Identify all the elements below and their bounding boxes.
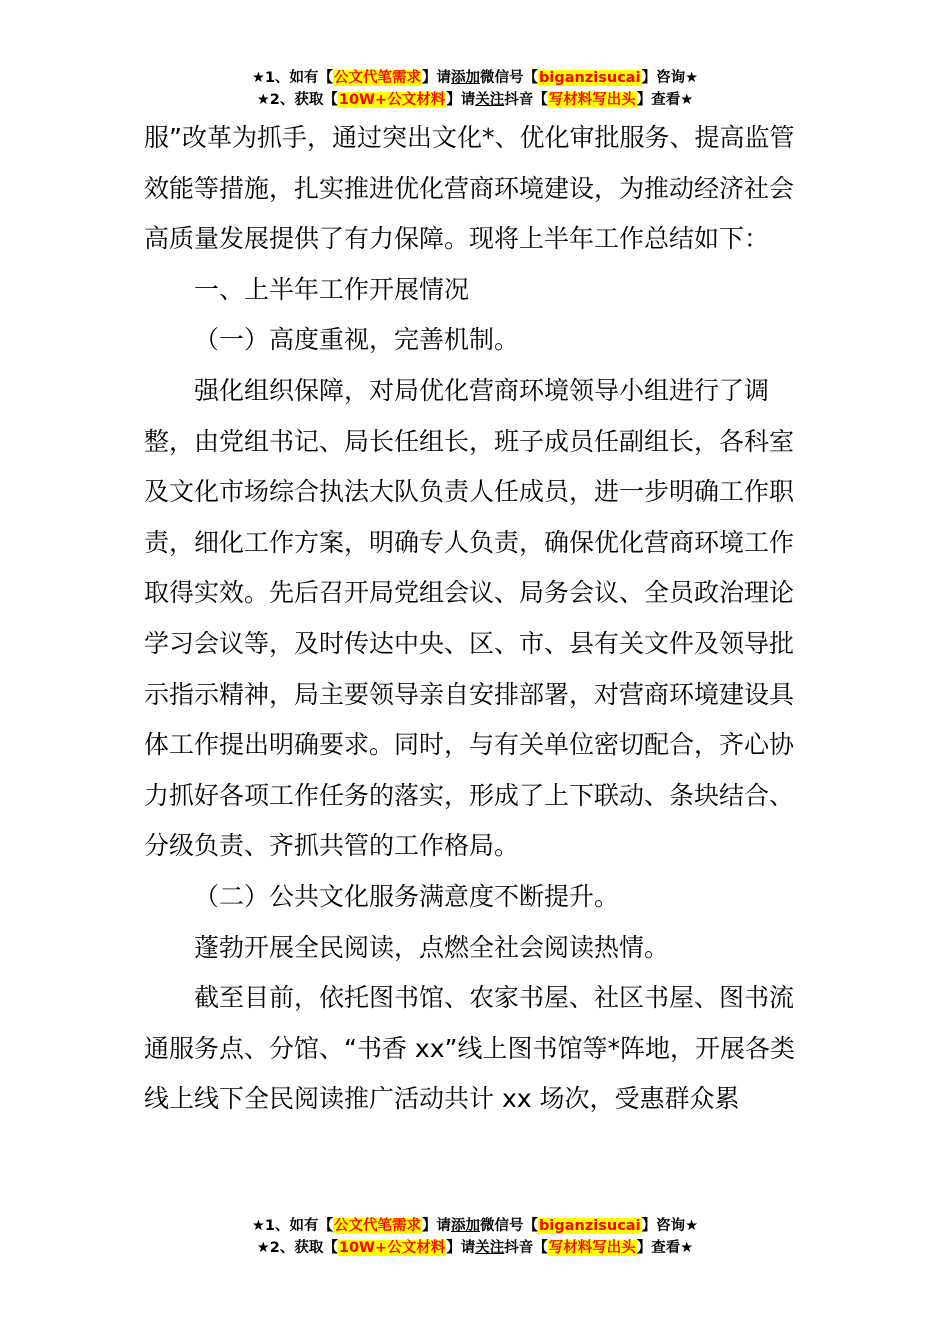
body-paragraph: 蓬勃开展全民阅读，点燃全社会阅读热情。: [194, 932, 670, 962]
footer-banner: [0, 1215, 950, 1259]
banner-text: ★2、获取【: [256, 92, 338, 108]
document-body: [144, 113, 808, 1125]
banner-text: 】查看★: [636, 1240, 694, 1256]
header-banner: [0, 67, 950, 111]
banner-text: 抖音【: [504, 1240, 548, 1256]
banner-highlight: 写材料写出头: [548, 1240, 636, 1256]
banner-text: 】请: [422, 1218, 452, 1234]
body-paragraph: 截至目前，依托图书馆、农家书屋、社区书屋、图书流通服务点、分馆、“书香 xx”线上图书馆等*阵地，开展各类线上线下全民阅读推广活动共计 xx 场次，受惠群众累: [144, 983, 795, 1114]
intro-paragraph: 服”改革为抓手，通过突出文化*、优化审批服务、提高监管效能等措施，扎实推进优化营商环境建设，为推动经济社会高质量发展提供了有力保障。现将上半年工作总结如下：: [144, 123, 795, 254]
banner-text: 】咨询★: [641, 1218, 699, 1234]
banner-underlined: 添加: [451, 1218, 481, 1234]
banner-line-1: [0, 67, 950, 89]
banner-text: 】查看★: [636, 92, 694, 108]
banner-text: 微信号【: [480, 70, 539, 86]
subsection-heading: （二）公共文化服务满意度不断提升。: [194, 881, 620, 911]
banner-line-1: [0, 1215, 950, 1237]
banner-text: 】请: [446, 92, 476, 108]
banner-line-2: [0, 89, 950, 111]
banner-underlined: 关注: [475, 1240, 505, 1256]
banner-text: ★1、如有【: [251, 70, 334, 86]
banner-highlight: biganzisucai: [539, 1218, 641, 1234]
banner-highlight: biganzisucai: [539, 70, 641, 86]
banner-text: 】请: [422, 70, 452, 86]
banner-text: ★1、如有【: [251, 1218, 334, 1234]
subsection-heading: （一）高度重视，完善机制。: [194, 325, 520, 355]
banner-highlight: 写材料写出头: [548, 92, 636, 108]
banner-text: 】咨询★: [641, 70, 699, 86]
banner-line-2: [0, 1237, 950, 1259]
banner-text: 】请: [446, 1240, 476, 1256]
banner-underlined: 添加: [451, 70, 481, 86]
section-heading: 一、上半年工作开展情况: [194, 274, 470, 304]
banner-highlight: 公文代笔需求: [334, 1218, 422, 1234]
banner-text: 抖音【: [504, 92, 548, 108]
banner-highlight: 10W+公文材料: [338, 92, 446, 108]
banner-text: 微信号【: [480, 1218, 539, 1234]
banner-underlined: 关注: [475, 92, 505, 108]
body-paragraph: 强化组织保障，对局优化营商环境领导小组进行了调整，由党组书记、局长任组长，班子成员任副组长，各科室及文化市场综合执法大队负责人任成员，进一步明确工作职责，细化工作方案，明确专人负责，确保优化营商环境工作取得实效。先后召开局党组会议、局务会议、全员政治理论学习会议等，及时传达中央、区、市、县有关文件及领导批示指示精神，局主要领导亲自安排部署，对营商环境建设具体工作提出明确要求。同时，与有关单位密切配合，齐心协力抓好各项工作任务的落实，形成了上下联动、条块结合、分级负责、齐抓共管的工作格局。: [144, 375, 795, 861]
banner-highlight: 10W+公文材料: [338, 1240, 446, 1256]
banner-highlight: 公文代笔需求: [334, 70, 422, 86]
banner-text: ★2、获取【: [256, 1240, 338, 1256]
